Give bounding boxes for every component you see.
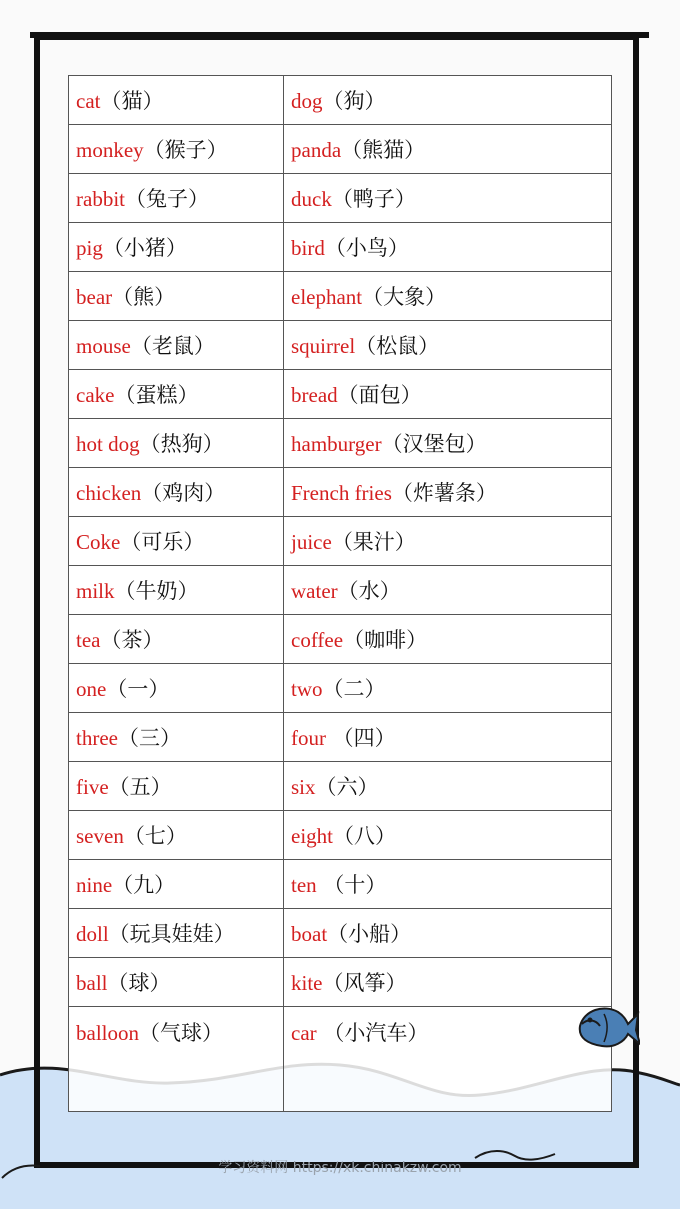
chinese-translation: （热狗） <box>139 432 224 456</box>
vocab-cell <box>284 419 612 468</box>
table-row <box>69 1007 612 1112</box>
english-word: eight <box>291 824 333 848</box>
chinese-translation: （小猪） <box>102 236 187 260</box>
vocab-cell <box>284 370 612 419</box>
english-word: mouse <box>76 334 131 358</box>
fish-icon <box>574 1000 640 1052</box>
table-row <box>69 76 612 125</box>
english-word: nine <box>76 873 113 897</box>
english-word: elephant <box>291 285 363 309</box>
chinese-translation: （小汽车） <box>316 1021 429 1045</box>
chinese-translation: （气球） <box>139 1021 223 1045</box>
vocab-cell <box>284 713 612 762</box>
english-word: four <box>291 726 326 750</box>
english-word: chicken <box>76 481 142 505</box>
vocab-cell <box>284 811 612 860</box>
table-row <box>69 713 612 762</box>
vocab-cell <box>69 664 284 713</box>
chinese-translation: （熊猫） <box>341 138 426 162</box>
vocab-cell <box>284 566 612 615</box>
chinese-translation: （一） <box>106 677 170 701</box>
english-word: cat <box>76 89 101 113</box>
chinese-translation: （猫） <box>100 89 164 113</box>
vocab-cell <box>284 517 612 566</box>
vocab-cell <box>69 860 284 909</box>
chinese-translation: （七） <box>123 824 187 848</box>
chinese-translation: （汉堡包） <box>381 432 487 456</box>
chinese-translation: （风筝） <box>322 971 407 995</box>
table-row <box>69 468 612 517</box>
vocab-cell <box>69 1007 284 1112</box>
english-word: doll <box>76 922 109 946</box>
table-row <box>69 860 612 909</box>
vocab-cell <box>69 223 284 272</box>
vocab-cell <box>69 713 284 762</box>
table-row <box>69 615 612 664</box>
vocab-cell <box>284 615 612 664</box>
chinese-translation: （炸薯条） <box>391 481 497 505</box>
english-word: bear <box>76 285 113 309</box>
chinese-translation: （八） <box>333 824 396 848</box>
english-word: kite <box>291 971 323 995</box>
english-word: five <box>76 775 109 799</box>
chinese-translation: （六） <box>315 775 379 799</box>
chinese-translation: （牛奶） <box>114 579 199 603</box>
table-row <box>69 321 612 370</box>
vocabulary-table <box>68 75 612 1112</box>
vocab-cell <box>69 811 284 860</box>
english-word: juice <box>291 530 332 554</box>
table-row <box>69 419 612 468</box>
english-word: bread <box>291 383 338 407</box>
english-word: balloon <box>76 1021 139 1045</box>
chinese-translation: （咖啡） <box>343 628 428 652</box>
vocab-cell <box>69 615 284 664</box>
vocab-cell <box>284 860 612 909</box>
chinese-translation: （二） <box>322 677 386 701</box>
english-word: rabbit <box>76 187 125 211</box>
vocab-cell <box>284 468 612 517</box>
table-row <box>69 566 612 615</box>
english-word: water <box>291 579 338 603</box>
vocab-cell <box>284 174 612 223</box>
vocab-cell <box>284 125 612 174</box>
english-word: bird <box>291 236 325 260</box>
vocab-cell <box>69 321 284 370</box>
vocab-cell <box>284 1007 612 1112</box>
chinese-translation: （十） <box>316 873 387 897</box>
english-word: hot dog <box>76 432 140 456</box>
english-word: squirrel <box>291 334 356 358</box>
english-word: car <box>291 1021 317 1045</box>
chinese-translation: （五） <box>108 775 172 799</box>
english-word: six <box>291 775 316 799</box>
chinese-translation: （球） <box>107 971 171 995</box>
vocab-cell <box>69 566 284 615</box>
vocab-cell <box>284 321 612 370</box>
chinese-translation: （水） <box>337 579 401 603</box>
vocab-cell <box>284 958 612 1007</box>
english-word: monkey <box>76 138 144 162</box>
chinese-translation: （狗） <box>322 89 386 113</box>
vocab-cell <box>69 272 284 321</box>
table-row <box>69 125 612 174</box>
vocab-cell <box>284 664 612 713</box>
vocab-cell <box>69 419 284 468</box>
chinese-translation: （茶） <box>100 628 164 652</box>
chinese-translation: （松鼠） <box>355 334 440 358</box>
english-word: coffee <box>291 628 344 652</box>
watermark-text: 学习资料网 https://xk.chinakzw.com <box>218 1160 462 1176</box>
table-row <box>69 370 612 419</box>
english-word: seven <box>76 824 124 848</box>
table-row <box>69 958 612 1007</box>
table-row <box>69 174 612 223</box>
vocab-cell <box>284 762 612 811</box>
english-word: dog <box>291 89 323 113</box>
table-row <box>69 664 612 713</box>
vocab-cell <box>69 125 284 174</box>
table-row <box>69 517 612 566</box>
english-word: ten <box>291 873 317 897</box>
vocab-cell <box>69 762 284 811</box>
chinese-translation: （大象） <box>362 285 447 309</box>
table-row <box>69 223 612 272</box>
english-word: three <box>76 726 118 750</box>
english-word: one <box>76 677 107 701</box>
vocab-cell <box>284 76 612 125</box>
english-word: two <box>291 677 323 701</box>
vocab-cell <box>284 909 612 958</box>
english-word: Coke <box>76 530 121 554</box>
vocab-cell <box>69 517 284 566</box>
vocab-cell <box>284 272 612 321</box>
english-word: duck <box>291 187 332 211</box>
vocab-cell <box>284 223 612 272</box>
vocab-cell <box>69 958 284 1007</box>
chinese-translation: （玩具娃娃） <box>108 922 235 946</box>
english-word: hamburger <box>291 432 382 456</box>
vocab-cell <box>69 909 284 958</box>
english-word: tea <box>76 628 101 652</box>
table-row <box>69 762 612 811</box>
english-word: pig <box>76 236 103 260</box>
english-word: panda <box>291 138 342 162</box>
english-word: ball <box>76 971 108 995</box>
chinese-translation: （鸡肉） <box>141 481 226 505</box>
vocab-cell <box>69 76 284 125</box>
english-word: boat <box>291 922 328 946</box>
chinese-translation: （小鸟） <box>324 236 409 260</box>
chinese-translation: （三） <box>117 726 181 750</box>
chinese-translation: （熊） <box>112 285 176 309</box>
chinese-translation: （九） <box>112 873 176 897</box>
chinese-translation: （果汁） <box>331 530 416 554</box>
vocab-cell <box>69 468 284 517</box>
chinese-translation: （鸭子） <box>331 187 416 211</box>
chinese-translation: （面包） <box>337 383 422 407</box>
chinese-translation: （可乐） <box>120 530 205 554</box>
english-word: cake <box>76 383 115 407</box>
chinese-translation: （小船） <box>327 922 412 946</box>
chinese-translation: （四） <box>326 726 396 750</box>
chinese-translation: （蛋糕） <box>114 383 199 407</box>
chinese-translation: （兔子） <box>124 187 209 211</box>
vocab-cell <box>69 370 284 419</box>
chinese-translation: （老鼠） <box>130 334 215 358</box>
table-row <box>69 811 612 860</box>
table-row <box>69 272 612 321</box>
table-row <box>69 909 612 958</box>
chinese-translation: （猴子） <box>143 138 228 162</box>
vocab-cell <box>69 174 284 223</box>
english-word: milk <box>76 579 115 603</box>
english-word: French fries <box>291 481 392 505</box>
